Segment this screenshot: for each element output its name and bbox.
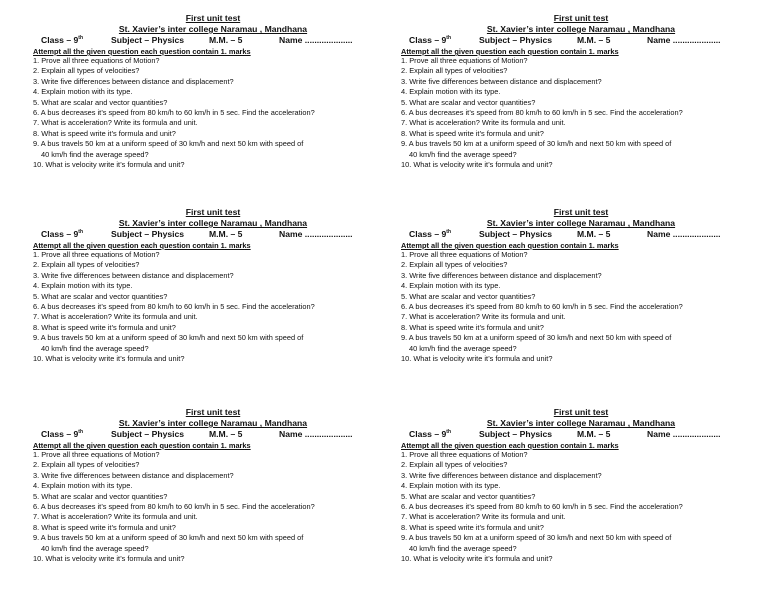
class-label: Class – 9 (41, 35, 79, 45)
class-superscript: th (78, 35, 84, 42)
question-continuation: 40 km/h find the average speed? (41, 343, 149, 353)
subject-label: Subject – Physics (479, 429, 553, 439)
question-item (401, 333, 761, 354)
question-item: 10. What is velocity write it’s formula and unit? (33, 160, 185, 170)
question-item (401, 533, 761, 554)
question-item: 10. What is velocity write it’s formula and unit? (33, 354, 185, 364)
question-item: 5. What are scalar and vector quantities? (401, 491, 536, 501)
question-item: 8. What is speed write it’s formula and unit? (401, 522, 544, 532)
test-meta-row (401, 229, 761, 240)
instruction-text: Attempt all the given question each question contain 1. marks (401, 47, 619, 56)
question-item: 3. Write five differences between distance and displacement? (401, 270, 602, 280)
instruction-text: Attempt all the given question each question contain 1. marks (33, 241, 251, 250)
name-field-label: Name .................... (647, 429, 721, 439)
question-item: 1. Prove all three equations of Motion? (33, 250, 160, 259)
question-item: 10. What is velocity write it’s formula and unit? (401, 160, 553, 170)
question-item: 6. A bus decreases it’s speed from 80 km/h to 60 km/h in 5 sec. Find the acceleration? (401, 502, 683, 512)
test-meta-row (33, 35, 393, 46)
question-item: 7. What is acceleration? Write its formula and unit. (33, 118, 198, 128)
class-info (41, 429, 111, 440)
test-meta-row (401, 429, 761, 440)
test-sheet (401, 407, 761, 564)
class-info (41, 35, 111, 46)
school-name: St. Xavier’s inter college Naramau , Mandhana (118, 218, 308, 228)
class-info (409, 35, 479, 46)
max-marks-label: M.M. – 5 (209, 229, 243, 239)
class-label: Class – 9 (41, 429, 79, 439)
test-title: First unit test (553, 407, 609, 417)
question-item: 6. A bus decreases it’s speed from 80 km/h to 60 km/h in 5 sec. Find the acceleration? (33, 502, 315, 512)
test-title: First unit test (553, 207, 609, 217)
question-item: 5. What are scalar and vector quantities? (33, 291, 168, 301)
question-line: 9. A bus travels 50 km at a uniform speed of 30 km/h and next 50 km with speed of (401, 533, 672, 543)
question-item: 10. What is velocity write it’s formula and unit? (401, 554, 553, 564)
question-item: 6. A bus decreases it’s speed from 80 km/h to 60 km/h in 5 sec. Find the acceleration? (401, 108, 683, 118)
test-sheet (401, 207, 761, 364)
question-continuation: 40 km/h find the average speed? (409, 543, 517, 553)
question-item: 8. What is speed write it’s formula and unit? (33, 522, 176, 532)
test-meta-row (33, 429, 393, 440)
test-title: First unit test (185, 207, 241, 217)
class-label: Class – 9 (409, 35, 447, 45)
question-item: 10. What is velocity write it’s formula and unit? (33, 554, 185, 564)
test-meta-row (33, 229, 393, 240)
question-item: 2. Explain all types of velocities? (33, 460, 140, 470)
subject-label: Subject – Physics (111, 229, 185, 239)
class-superscript: th (446, 35, 452, 42)
instruction-text: Attempt all the given question each question contain 1. marks (33, 47, 251, 56)
class-info (41, 229, 111, 240)
max-marks-label: M.M. – 5 (577, 429, 611, 439)
question-item: 2. Explain all types of velocities? (401, 460, 508, 470)
name-field-label: Name .................... (647, 229, 721, 239)
question-item (33, 139, 393, 160)
subject-label: Subject – Physics (479, 35, 553, 45)
question-line: 9. A bus travels 50 km at a uniform speed of 30 km/h and next 50 km with speed of (33, 533, 304, 543)
question-item: 4. Explain motion with its type. (33, 481, 133, 491)
question-item: 3. Write five differences between distance and displacement? (401, 470, 602, 480)
question-item: 3. Write five differences between distance and displacement? (401, 76, 602, 86)
question-item: 4. Explain motion with its type. (33, 87, 133, 97)
test-sheet (33, 13, 393, 170)
question-item: 3. Write five differences between distance and displacement? (33, 76, 234, 86)
test-sheet (401, 13, 761, 170)
question-item: 4. Explain motion with its type. (401, 281, 501, 291)
question-item: 2. Explain all types of velocities? (33, 260, 140, 270)
test-title: First unit test (185, 13, 241, 23)
school-name: St. Xavier’s inter college Naramau , Mandhana (486, 418, 676, 428)
question-line: 9. A bus travels 50 km at a uniform speed of 30 km/h and next 50 km with speed of (33, 139, 304, 149)
test-meta-row (401, 35, 761, 46)
question-item: 5. What are scalar and vector quantities? (401, 291, 536, 301)
question-item: 3. Write five differences between distance and displacement? (33, 270, 234, 280)
class-superscript: th (446, 429, 452, 436)
max-marks-label: M.M. – 5 (209, 35, 243, 45)
class-superscript: th (446, 229, 452, 236)
question-continuation: 40 km/h find the average speed? (409, 343, 517, 353)
question-item: 8. What is speed write it’s formula and unit? (33, 322, 176, 332)
question-item: 7. What is acceleration? Write its formula and unit. (401, 118, 566, 128)
subject-label: Subject – Physics (111, 35, 185, 45)
question-line: 9. A bus travels 50 km at a uniform speed of 30 km/h and next 50 km with speed of (401, 139, 672, 149)
class-superscript: th (78, 429, 84, 436)
question-item: 6. A bus decreases it’s speed from 80 km/h to 60 km/h in 5 sec. Find the acceleration? (401, 302, 683, 312)
question-item: 6. A bus decreases it’s speed from 80 km/h to 60 km/h in 5 sec. Find the acceleration? (33, 108, 315, 118)
test-sheet (33, 407, 393, 564)
school-name: St. Xavier’s inter college Naramau , Mandhana (118, 24, 308, 34)
question-item: 1. Prove all three equations of Motion? (401, 250, 528, 259)
test-title: First unit test (553, 13, 609, 23)
name-field-label: Name .................... (279, 229, 353, 239)
question-item: 8. What is speed write it’s formula and unit? (401, 128, 544, 138)
test-title: First unit test (185, 407, 241, 417)
instruction-text: Attempt all the given question each question contain 1. marks (401, 241, 619, 250)
question-continuation: 40 km/h find the average speed? (41, 543, 149, 553)
name-field-label: Name .................... (279, 429, 353, 439)
question-item: 1. Prove all three equations of Motion? (401, 450, 528, 459)
max-marks-label: M.M. – 5 (577, 35, 611, 45)
name-field-label: Name .................... (279, 35, 353, 45)
question-item: 2. Explain all types of velocities? (401, 260, 508, 270)
question-line: 9. A bus travels 50 km at a uniform speed of 30 km/h and next 50 km with speed of (401, 333, 672, 343)
question-continuation: 40 km/h find the average speed? (409, 149, 517, 159)
question-item: 1. Prove all three equations of Motion? (401, 56, 528, 65)
class-label: Class – 9 (409, 229, 447, 239)
school-name: St. Xavier’s inter college Naramau , Mandhana (486, 218, 676, 228)
question-item: 6. A bus decreases it’s speed from 80 km/h to 60 km/h in 5 sec. Find the acceleration? (33, 302, 315, 312)
instruction-text: Attempt all the given question each question contain 1. marks (401, 441, 619, 450)
question-item (33, 533, 393, 554)
question-item: 8. What is speed write it’s formula and unit? (401, 322, 544, 332)
instruction-text: Attempt all the given question each question contain 1. marks (33, 441, 251, 450)
question-item: 3. Write five differences between distance and displacement? (33, 470, 234, 480)
question-item: 10. What is velocity write it’s formula and unit? (401, 354, 553, 364)
subject-label: Subject – Physics (111, 429, 185, 439)
question-item: 5. What are scalar and vector quantities? (33, 97, 168, 107)
question-item: 5. What are scalar and vector quantities? (401, 97, 536, 107)
question-item (401, 139, 761, 160)
name-field-label: Name .................... (647, 35, 721, 45)
subject-label: Subject – Physics (479, 229, 553, 239)
question-item: 8. What is speed write it’s formula and unit? (33, 128, 176, 138)
question-line: 9. A bus travels 50 km at a uniform speed of 30 km/h and next 50 km with speed of (33, 333, 304, 343)
class-info (409, 229, 479, 240)
school-name: St. Xavier’s inter college Naramau , Mandhana (486, 24, 676, 34)
question-item: 7. What is acceleration? Write its formula and unit. (401, 312, 566, 322)
question-item: 4. Explain motion with its type. (401, 481, 501, 491)
question-item: 7. What is acceleration? Write its formula and unit. (33, 312, 198, 322)
class-info (409, 429, 479, 440)
question-item: 5. What are scalar and vector quantities? (33, 491, 168, 501)
question-item: 7. What is acceleration? Write its formula and unit. (33, 512, 198, 522)
test-sheet (33, 207, 393, 364)
question-item: 4. Explain motion with its type. (33, 281, 133, 291)
question-item: 2. Explain all types of velocities? (401, 66, 508, 76)
class-label: Class – 9 (409, 429, 447, 439)
question-item: 2. Explain all types of velocities? (33, 66, 140, 76)
question-item: 4. Explain motion with its type. (401, 87, 501, 97)
class-superscript: th (78, 229, 84, 236)
class-label: Class – 9 (41, 229, 79, 239)
question-item: 1. Prove all three equations of Motion? (33, 56, 160, 65)
question-continuation: 40 km/h find the average speed? (41, 149, 149, 159)
question-item: 1. Prove all three equations of Motion? (33, 450, 160, 459)
question-item: 7. What is acceleration? Write its formula and unit. (401, 512, 566, 522)
school-name: St. Xavier’s inter college Naramau , Mandhana (118, 418, 308, 428)
max-marks-label: M.M. – 5 (577, 229, 611, 239)
max-marks-label: M.M. – 5 (209, 429, 243, 439)
question-item (33, 333, 393, 354)
